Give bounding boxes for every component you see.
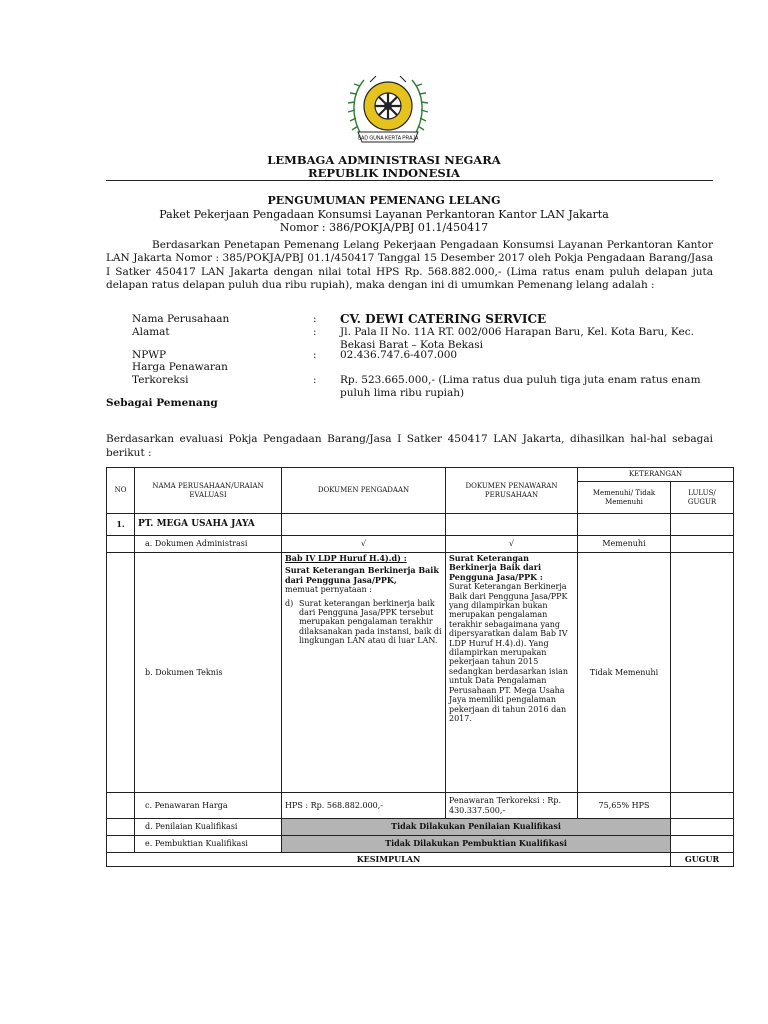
announcement-title: PENGUMUMAN PEMENANG LELANG [267,194,501,207]
teknis-offer-title: Surat Keterangan Berkinerja Baik dari Pengguna Jasa/PPK : [449,553,543,582]
address-label: Alamat [132,326,170,338]
teknis-doc-item-text: Surat keterangan berkinerja baik dari Pengguna Jasa/PPK tersebut merupakan pengalaman terakhir dilaksanakan pada instansi, baik di lingkungan LAN atau di luar LAN. [299,598,442,646]
colon: : [313,374,317,386]
offer-label-2: Terkoreksi [132,374,189,386]
penilaian-label: d. Penilaian Kualifikasi [135,819,282,836]
table-row-harga [107,793,734,819]
penilaian-note: Tidak Dilakukan Penilaian Kualifikasi [282,819,671,836]
header-fulfill: Memenuhi/ Tidak Memenuhi [578,482,671,514]
teknis-label: b. Dokumen Teknis [135,553,282,793]
admin-status: Memenuhi [578,536,671,553]
left-leaf-garland [348,80,364,136]
lan-emblem-logo [340,72,436,150]
offer-value: Rp. 523.665.000,- (Lima ratus dua puluh tiga juta enam ratus enam puluh lima ribu rupiah) [340,374,701,399]
evaluation-intro: Berdasarkan evaluasi Pokja Pengadaan Barang/Jasa I Satker 450417 LAN Jakarta, dihasilkan hal-hal sebagai berikut : [106,433,713,459]
teknis-status: Tidak Memenuhi [578,553,671,793]
pembuktian-note: Tidak Dilakukan Pembuktian Kualifikasi [282,836,671,853]
colon: : [313,313,317,325]
evaluation-table [106,467,734,867]
teknis-doc-item [285,599,442,646]
harga-offer: Penawaran Terkoreksi : Rp. 430.337.500,- [446,793,578,819]
teknis-doc-item-label: d) [285,598,294,608]
org-name-line1: LEMBAGA ADMINISTRASI NEGARA [267,153,501,167]
teknis-doc-cell [282,553,446,793]
company-label: Nama Perusahaan [132,313,230,325]
conclusion-result: GUGUR [671,853,734,867]
header-no: NO [107,468,135,514]
offer-label-1: Harga Penawaran [132,361,228,373]
org-name-line2: REPUBLIK INDONESIA [308,166,460,180]
header-pass: LULUS/ GUGUR [671,482,734,514]
teknis-doc-ref: Bab IV LDP Huruf H.4).d) : [285,553,407,563]
row-number: 1. [107,514,135,536]
table-row-pembuktian [107,836,734,853]
right-leaf-garland [412,80,428,136]
teknis-doc-sub: memuat pernyataan : [285,585,372,595]
harga-doc: HPS : Rp. 568.882.000,- [282,793,446,819]
harga-status: 75,65% HPS [578,793,671,819]
colon: : [313,326,317,338]
colon: : [313,349,317,361]
motto-ribbon [358,132,419,142]
table-row-penilaian [107,819,734,836]
header-offer-doc: DOKUMEN PENAWARAN PERUSAHAAN [446,468,578,514]
svg-text:SAD GUNA KERTA PRAJA: SAD GUNA KERTA PRAJA [357,135,419,142]
header-remarks: KETERANGAN [578,468,734,482]
conclusion-label: KESIMPULAN [107,853,671,867]
admin-offer-check: √ [446,536,578,553]
admin-doc-check: √ [282,536,446,553]
header-company: NAMA PERUSAHAAN/URAIAN EVALUASI [135,468,282,514]
winner-heading: Sebagai Pemenang [106,397,218,409]
header-divider [106,180,713,181]
table-row-conclusion [107,853,734,867]
pembuktian-label: e. Pembuktian Kualifikasi [135,836,282,853]
announcement-subtitle: Paket Pekerjaan Pengadaan Konsumsi Layanan Perkantoran Kantor LAN Jakarta [159,208,609,221]
teknis-offer-body: Surat Keterangan Berkinerja Baik dari Pengguna Jasa/PPK yang dilampirkan bukan merupakan pengalaman terakhir sebagaimana yang dipersyaratkan dalam Bab IV LDP Huruf H.4).d). Yang dilampirkan merupakan pekerjaan tahun 2015 sedangkan berdasarkan isian untuk Data Pengalaman Perusahaan PT. Mega Usaha Jaya memiliki pengalaman pekerjaan di tahun 2016 dan 2017. [449,582,569,723]
announcement-paragraph: Berdasarkan Penetapan Pemenang Lelang Pekerjaan Pengadaan Konsumsi Layanan Perkantoran Kantor LAN Jakarta Nomor : 385/POKJA/PBJ 01.1/450417 Tanggal 15 Desember 2017 oleh Pokja Pengadaan Barang/Jasa I Satker 450417 LAN Jakarta dengan nilai total HPS Rp. 568.882.000,- (Lima ratus enam puluh delapan juta delapan ratus delapan puluh dua ribu rupiah), maka dengan ini di umumkan Pemenang lelang adalah : [106,239,713,292]
company-name-cell: PT. MEGA USAHA JAYA [135,514,282,536]
header-procurement-doc: DOKUMEN PENGADAAN [282,468,446,514]
admin-label: a. Dokumen Administrasi [135,536,282,553]
table-row-company [107,514,734,536]
table-row-admin [107,536,734,553]
npwp-value: 02.436.747.6-407.000 [340,349,458,361]
teknis-doc-title: Surat Keterangan Berkinerja Baik dari Pengguna Jasa/PPK, [285,565,439,585]
company-value: CV. DEWI CATERING SERVICE [340,312,547,326]
announcement-number: Nomor : 386/POKJA/PBJ 01.1/450417 [279,221,489,234]
teknis-offer-cell [446,553,578,793]
table-row-teknis [107,553,734,793]
gold-gear-emblem [364,76,412,130]
harga-label: c. Penawaran Harga [135,793,282,819]
npwp-label: NPWP [132,349,167,361]
address-value: Jl. Pala II No. 11A RT. 002/006 Harapan Baru, Kel. Kota Baru, Kec. Bekasi Barat – Kota Bekasi [340,326,694,351]
